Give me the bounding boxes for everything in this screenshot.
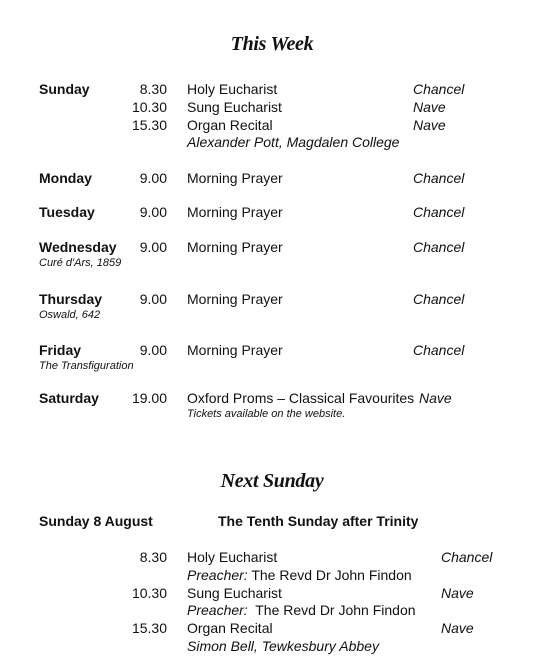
next-sunday-title: Next Sunday xyxy=(220,470,324,492)
sunday-time-1: 8.30 xyxy=(139,81,167,97)
next-sunday-preacher-2 xyxy=(187,602,416,618)
wednesday-service: Morning Prayer xyxy=(187,239,283,255)
friday-service: Morning Prayer xyxy=(187,342,283,358)
friday-location: Chancel xyxy=(413,342,465,358)
saturday-service: Oxford Proms – Classical Favourites xyxy=(187,390,415,406)
sunday-location-1: Chancel xyxy=(413,81,465,97)
preacher-name: The Revd Dr John Findon xyxy=(255,602,416,618)
saturday-ticket-note: Tickets available on the website. xyxy=(187,408,346,420)
day-saturday: Saturday xyxy=(39,390,99,406)
next-sunday-location-3: Nave xyxy=(441,620,474,636)
monday-location: Chancel xyxy=(413,170,465,186)
tuesday-service: Morning Prayer xyxy=(187,204,283,220)
sunday-performer: Alexander Pott, Magdalen College xyxy=(187,134,400,150)
tuesday-location: Chancel xyxy=(413,204,465,220)
wednesday-feast-note: Curé d'Ars, 1859 xyxy=(39,257,122,269)
next-sunday-service-2: Sung Eucharist xyxy=(187,585,282,601)
monday-service: Morning Prayer xyxy=(187,170,283,186)
wednesday-time: 9.00 xyxy=(139,239,167,255)
thursday-location: Chancel xyxy=(413,291,465,307)
thursday-service: Morning Prayer xyxy=(187,291,283,307)
tuesday-time: 9.00 xyxy=(139,204,167,220)
wednesday-location: Chancel xyxy=(413,239,465,255)
preacher-name: The Revd Dr John Findon xyxy=(251,567,412,583)
next-sunday-performer: Simon Bell, Tewkesbury Abbey xyxy=(187,638,379,654)
this-week-title: This Week xyxy=(230,33,314,55)
day-friday: Friday xyxy=(39,342,82,358)
sunday-location-3: Nave xyxy=(413,117,446,133)
sunday-time-3: 15.30 xyxy=(131,117,167,133)
monday-time: 9.00 xyxy=(139,170,167,186)
next-sunday-occasion: The Tenth Sunday after Trinity xyxy=(218,513,419,529)
friday-feast-note: The Transfiguration xyxy=(39,360,134,372)
day-wednesday: Wednesday xyxy=(39,239,117,255)
friday-time: 9.00 xyxy=(139,342,167,358)
next-sunday-location-1: Chancel xyxy=(441,549,493,565)
saturday-time: 19.00 xyxy=(131,390,167,406)
preacher-label: Preacher: xyxy=(187,602,248,618)
sunday-service-2: Sung Eucharist xyxy=(187,99,282,115)
day-thursday: Thursday xyxy=(39,291,103,307)
sunday-location-2: Nave xyxy=(413,99,446,115)
saturday-location: Nave xyxy=(419,390,452,406)
next-sunday-date: Sunday 8 August xyxy=(39,513,153,529)
preacher-label: Preacher: xyxy=(187,567,248,583)
sunday-service-1: Holy Eucharist xyxy=(187,81,278,97)
next-sunday-time-3: 15.30 xyxy=(131,620,167,636)
thursday-feast-note: Oswald, 642 xyxy=(39,309,101,321)
next-sunday-location-2: Nave xyxy=(441,585,474,601)
sunday-service-3: Organ Recital xyxy=(187,117,273,133)
sunday-time-2: 10.30 xyxy=(131,99,167,115)
day-monday: Monday xyxy=(39,170,92,186)
next-sunday-time-2: 10.30 xyxy=(131,585,167,601)
day-sunday: Sunday xyxy=(39,81,90,97)
next-sunday-preacher-1 xyxy=(187,567,412,583)
next-sunday-service-1: Holy Eucharist xyxy=(187,549,278,565)
next-sunday-service-3: Organ Recital xyxy=(187,620,273,636)
thursday-time: 9.00 xyxy=(139,291,167,307)
day-tuesday: Tuesday xyxy=(39,204,95,220)
next-sunday-time-1: 8.30 xyxy=(139,549,167,565)
